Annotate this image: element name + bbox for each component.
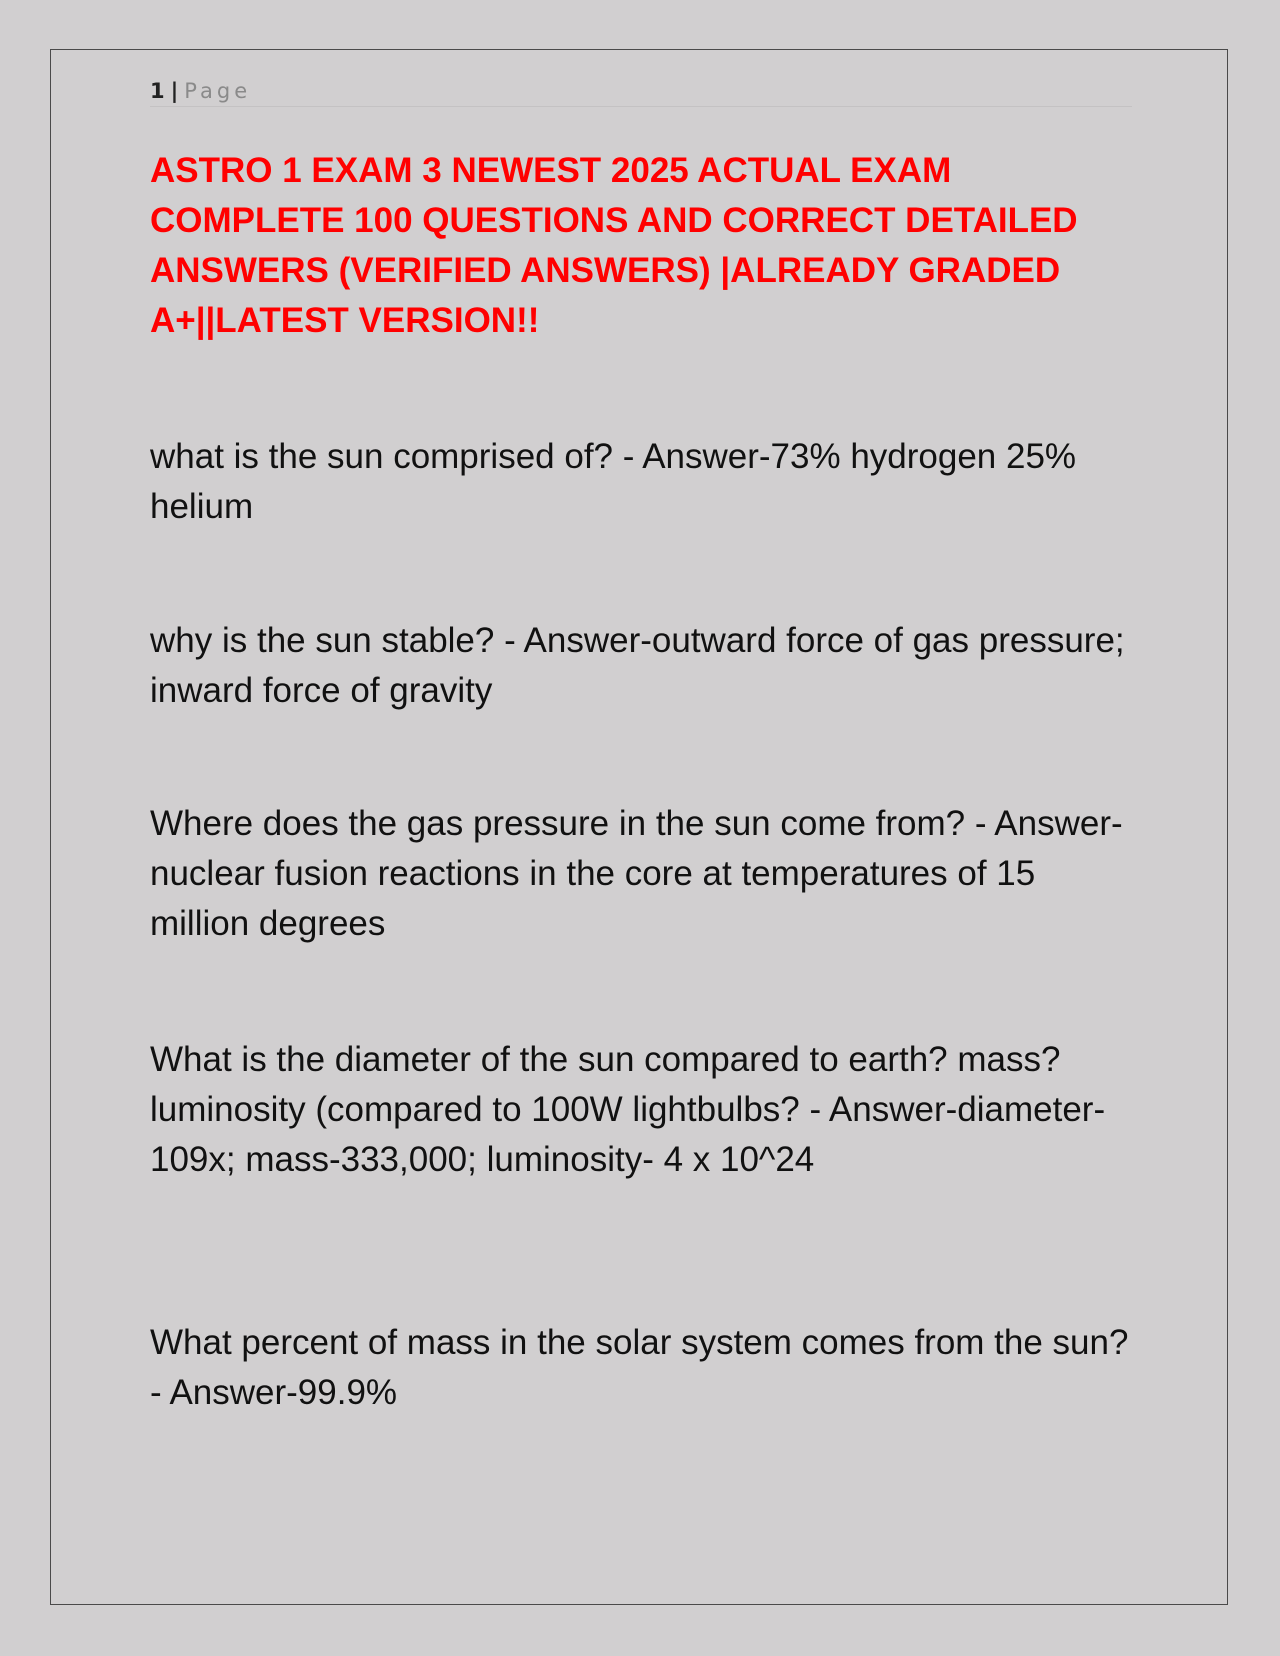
page-header: [150, 76, 1132, 107]
page-label: Page: [184, 79, 252, 103]
qa-item: what is the sun comprised of? - Answer-73% hydrogen 25% helium: [150, 437, 1077, 526]
document-title: ASTRO 1 EXAM 3 NEWEST 2025 ACTUAL EXAM COMPLETE 100 QUESTIONS AND CORRECT DETAILED ANSWERS (VERIFIED ANSWERS) |ALREADY GRADED A+||LATEST VERSION!!: [150, 151, 1078, 340]
qa-item: What percent of mass in the solar system comes from the sun? - Answer-99.9%: [150, 1323, 1129, 1412]
qa-item: What is the diameter of the sun compared to earth? mass? luminosity (compared to 100W lightbulbs? - Answer-diameter-109x; mass-333,000; luminosity- 4 x 10^24: [150, 1040, 1106, 1179]
page-number: 1: [150, 79, 165, 103]
header-separator: |: [170, 79, 179, 103]
qa-item: Where does the gas pressure in the sun come from? - Answer-nuclear fusion reactions in the core at temperatures of 15 million degrees: [150, 804, 1123, 943]
qa-item: why is the sun stable? - Answer-outward force of gas pressure; inward force of gravity: [150, 621, 1125, 710]
